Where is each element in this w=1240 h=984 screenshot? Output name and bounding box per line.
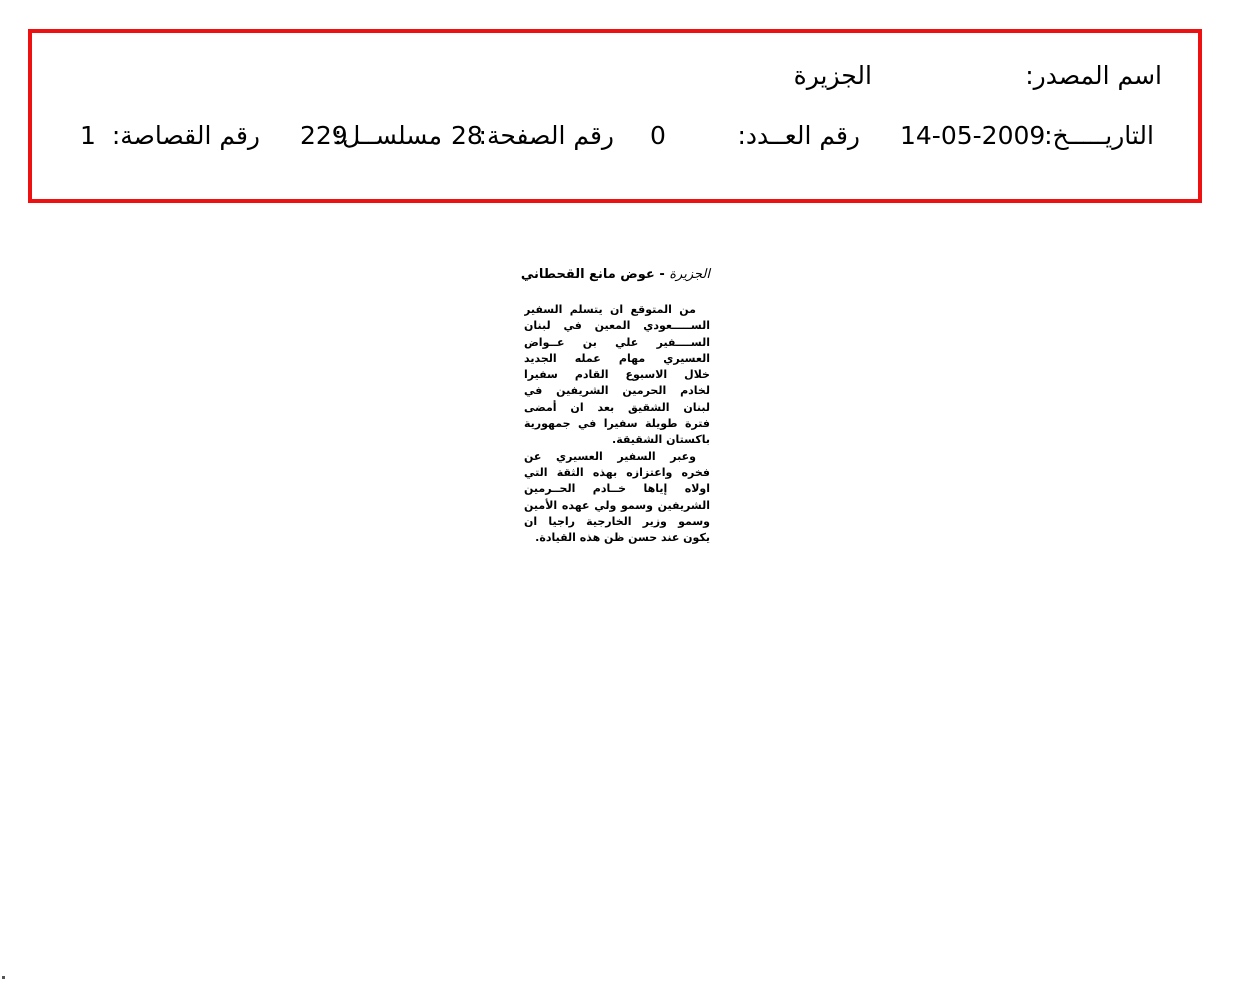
clip-number-value: 1 — [80, 121, 96, 150]
serial-value: 229 — [300, 121, 348, 150]
clipping-line: فخره واعتزازه بهذه الثقة التي — [524, 465, 710, 479]
source-label: اسم المصدر: — [1025, 61, 1162, 90]
source-value: الجزيرة — [793, 61, 872, 90]
clipping-byline — [520, 262, 710, 288]
clipping-line: العسيري مهام عمله الجديد — [524, 351, 710, 365]
byline-author: - عوض مانع القحطاني — [520, 267, 670, 282]
clipping-line: وسمو وزير الخارجية راجيا ان — [524, 514, 710, 528]
clipping-line: الســـــعودي المعين في لبنان — [524, 319, 710, 333]
newspaper-clipping — [520, 262, 710, 546]
serial-label: مسلســل: — [333, 121, 442, 150]
clipping-line: الشريفين وسمو ولي عهده الأمين — [524, 498, 710, 512]
clipping-line: لبنان الشقيق بعد ان أمضى — [524, 400, 710, 414]
date-value: 14-05-2009 — [900, 121, 1046, 150]
clipping-body — [524, 302, 710, 546]
clipping-line: يكون عند حسن ظن هذه القيادة. — [535, 531, 710, 545]
clipping-line: وعبر السفير العسيري عن — [524, 449, 696, 463]
clip-number-label: رقم القصاصة: — [111, 121, 260, 150]
issue-label: رقم العــدد: — [737, 121, 860, 150]
clipping-info-box — [28, 29, 1202, 203]
date-label: التاريـــــخ: — [1044, 121, 1154, 150]
scan-speck — [2, 976, 5, 979]
page-label: رقم الصفحة: — [478, 121, 614, 150]
newspaper-logo: الجزيرة — [669, 267, 710, 282]
page-value: 28 — [451, 121, 483, 150]
issue-value: 0 — [650, 121, 666, 150]
clipping-line: من المتوقع ان يتسلم السفير — [524, 303, 696, 316]
clipping-line: خلال الاسبوع القادم سفيرا — [524, 368, 710, 382]
clipping-line: لخادم الحرمين الشريفين في — [524, 384, 710, 398]
clipping-line: باكستان الشقيقة. — [612, 433, 710, 447]
clipping-line: اولاه إياها خــادم الحــرمين — [524, 482, 710, 496]
clipping-line: الســــفير علي بن عــواض — [524, 335, 710, 349]
clipping-line: فترة طويلة سفيرا في جمهورية — [524, 417, 710, 431]
